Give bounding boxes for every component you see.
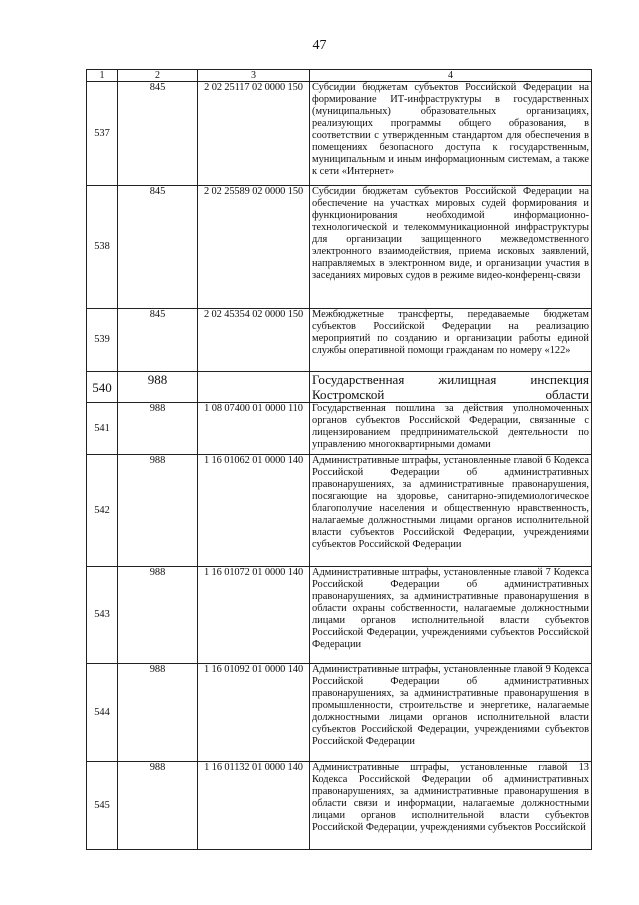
revenue-code: 2 02 45354 02 0000 150 <box>198 309 310 372</box>
revenue-code: 1 16 01072 01 0000 140 <box>198 567 310 664</box>
admin-code: 988 <box>118 372 198 403</box>
revenue-description: Административные штрафы, установленные главой 9 Кодекса Российской Федерации об административных правонарушениях, за административные правонарушения в промышленности, строительстве и энергетике, налагаемые должностными лицами органов исполнительной власти субъектов Российской Федерации, учреждениями субъектов Российской Федерации <box>310 664 592 762</box>
table-row <box>87 762 592 850</box>
table-row <box>87 403 592 455</box>
header-col-4: 4 <box>310 70 592 82</box>
row-number: 542 <box>87 455 118 567</box>
row-number: 540 <box>87 372 118 403</box>
table-row-section-heading <box>87 372 592 403</box>
row-number: 543 <box>87 567 118 664</box>
admin-code: 988 <box>118 664 198 762</box>
admin-code: 988 <box>118 403 198 455</box>
row-number: 545 <box>87 762 118 850</box>
table-row <box>87 82 592 186</box>
table-row <box>87 567 592 664</box>
revenue-code: 1 16 01092 01 0000 140 <box>198 664 310 762</box>
revenue-code: 1 08 07400 01 0000 110 <box>198 403 310 455</box>
revenue-description: Субсидии бюджетам субъектов Российской Федерации на формирование ИТ-инфраструктуры в государственных (муниципальных) образовательных организациях, реализующих программы общего образования, в соответствии с утвержденным стандартом для обеспечения в помещениях безопасного доступа к государственным, муниципальным и иным информационным системам, а также к сети «Интернет» <box>310 82 592 186</box>
table-row <box>87 186 592 309</box>
row-number: 538 <box>87 186 118 309</box>
row-number: 539 <box>87 309 118 372</box>
table-row <box>87 664 592 762</box>
revenue-description: Субсидии бюджетам субъектов Российской Федерации на обеспечение на участках мировых судей формирования и функционирования необходимой информационно-технологической и телекоммуникационной инфраструктуры для организации защищенного межведомственного электронного взаимодействия, приема исковых заявлений, направляемых в электронном виде, и организации участия в заседаниях мировых судов в режиме видео-конференц-связи <box>310 186 592 309</box>
revenue-description: Административные штрафы, установленные главой 7 Кодекса Российской Федерации об административных правонарушениях, за административные правонарушения в области охраны собственности, налагаемые должностными лицами органов исполнительной власти субъектов Российской Федерации, учреждениями субъектов Российской Федерации <box>310 567 592 664</box>
revenue-code: 2 02 25117 02 0000 150 <box>198 82 310 186</box>
revenue-description: Административные штрафы, установленные главой 13 Кодекса Российской Федерации об административных правонарушениях, за административные правонарушения в области связи и информации, налагаемые должностными лицами органов исполнительной власти субъектов Российской Федерации, учреждениями субъектов Российской <box>310 762 592 850</box>
table-row <box>87 309 592 372</box>
admin-code: 988 <box>118 567 198 664</box>
revenue-code: 1 16 01132 01 0000 140 <box>198 762 310 850</box>
header-col-3: 3 <box>198 70 310 82</box>
section-heading: Государственная жилищная инспекция Костромской области <box>310 372 592 403</box>
revenue-description: Государственная пошлина за действия уполномоченных органов субъектов Российской Федерации, связанные с лицензированием предпринимательской деятельности по управлению многоквартирными домами <box>310 403 592 455</box>
admin-code: 845 <box>118 82 198 186</box>
row-number: 537 <box>87 82 118 186</box>
admin-code: 845 <box>118 186 198 309</box>
row-number: 544 <box>87 664 118 762</box>
table-row <box>87 455 592 567</box>
row-number: 541 <box>87 403 118 455</box>
revenue-codes-table <box>86 69 592 850</box>
admin-code: 845 <box>118 309 198 372</box>
header-col-1: 1 <box>87 70 118 82</box>
revenue-description: Административные штрафы, установленные главой 6 Кодекса Российской Федерации об административных правонарушениях, за административные правонарушения, посягающие на здоровье, санитарно-эпидемиологическое благополучие населения и общественную нравственность, налагаемые должностными лицами органов исполнительной власти субъектов Российской Федерации, учреждениями субъектов Российской Федерации <box>310 455 592 567</box>
table-header-row <box>87 70 592 82</box>
admin-code: 988 <box>118 455 198 567</box>
revenue-code <box>198 372 310 403</box>
page-number: 47 <box>312 38 327 53</box>
revenue-description: Межбюджетные трансферты, передаваемые бюджетам субъектов Российской Федерации на реализацию мероприятий по созданию и организации работы единой службы оперативной помощи гражданам по номеру «122» <box>310 309 592 372</box>
revenue-code: 2 02 25589 02 0000 150 <box>198 186 310 309</box>
admin-code: 988 <box>118 762 198 850</box>
revenue-code: 1 16 01062 01 0000 140 <box>198 455 310 567</box>
header-col-2: 2 <box>118 70 198 82</box>
